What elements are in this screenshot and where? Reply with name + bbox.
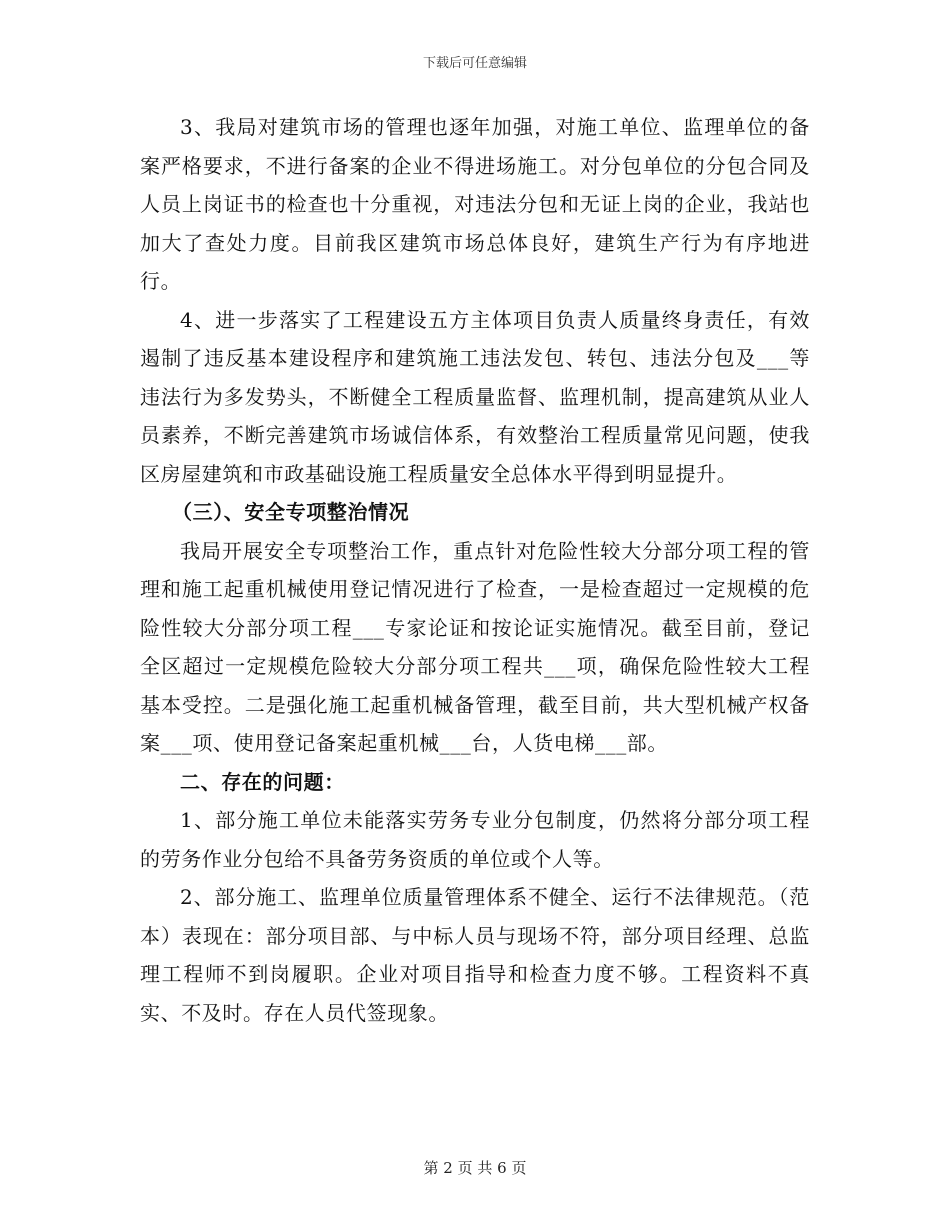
paragraph-problem-1: 1、部分施工单位未能落实劳务专业分包制度，仍然将分部分项工程的劳务作业分包给不具备劳务资质的单位或个人等。 <box>140 808 810 871</box>
section-heading-safety: （三）、安全专项整治情况 <box>172 500 410 524</box>
paragraph-quality-responsibility: 4、进一步落实了工程建设五方主体项目负责人质量终身责任，有效遏制了违反基本建设程序和建筑施工违法发包、转包、违法分包及___等违法行为多发势头，不断健全工程质量监督、监理机制，提高建筑从业人员素养，不断完善建筑市场诚信体系，有效整治工程质量常见问题，使我区房屋建筑和市政基础设施工程质量安全总体水平得到明显提升。 <box>140 307 810 486</box>
paragraph-safety-rectification: 我局开展安全专项整治工作，重点针对危险性较大分部分项工程的管理和施工起重机械使用登记情况进行了检查，一是检查超过一定规模的危险性较大分部分项工程___专家论证和按论证实施情况。截至目前，登记全区超过一定规模危险较大分部分项工程共___项，确保危险性较大工程基本受控。二是强化施工起重机械备管理，截至目前，共大型机械产权备案___项、使用登记备案起重机械___台，人货电梯___部。 <box>140 538 810 755</box>
page-number: 第 2 页 共 6 页 <box>423 1159 527 1177</box>
paragraph-market-management: 3、我局对建筑市场的管理也逐年加强，对施工单位、监理单位的备案严格要求，不进行备案的企业不得进场施工。对分包单位的分包合同及人员上岗证书的检查也十分重视，对违法分包和无证上岗的企业，我站也加大了查处力度。目前我区建筑市场总体良好，建筑生产行为有序地进行。 <box>140 115 810 293</box>
section-heading-problems: 二、存在的问题： <box>180 769 345 794</box>
paragraph-problem-2: 2、部分施工、监理单位质量管理体系不健全、运行不法律规范。（范本）表现在：部分项目部、与中标人员与现场不符，部分项目经理、总监理工程师不到岗履职。企业对项目指导和检查力度不够。工程资料不真实、不及时。存在人员代签现象。 <box>140 885 810 1025</box>
document-body <box>140 108 810 1032</box>
page-header: 下载后可任意编辑 <box>422 56 527 71</box>
